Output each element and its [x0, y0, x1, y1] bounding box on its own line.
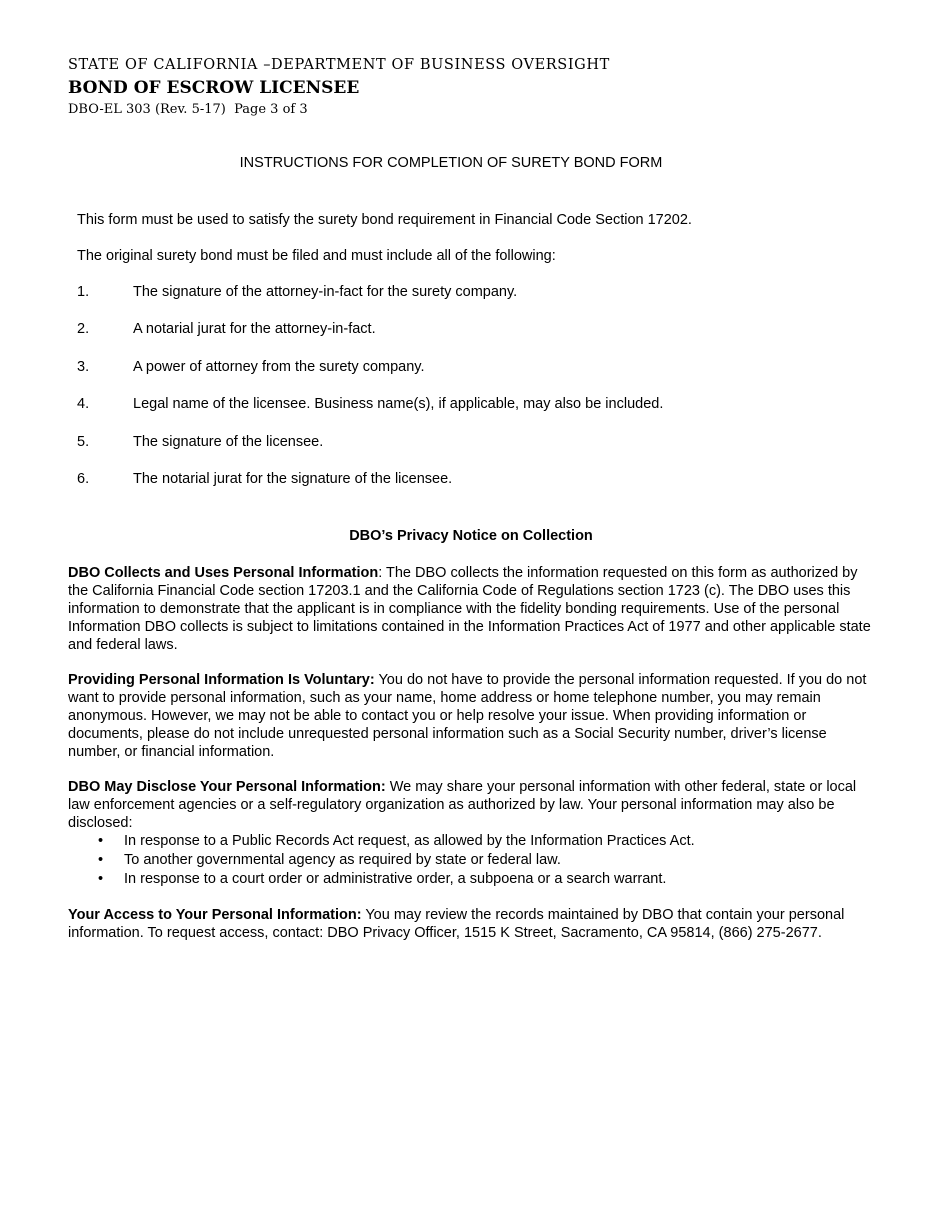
bullet-icon: • — [98, 833, 104, 849]
list-item-text: A notarial jurat for the attorney-in-fact. — [133, 321, 376, 337]
instructions-title: INSTRUCTIONS FOR COMPLETION OF SURETY BOND FORM — [239, 155, 663, 171]
privacy-access-paragraph — [68, 906, 880, 942]
privacy-disclose-body: We may share your personal information with other federal, state or local law enforcement agencies or a self-regulatory organization as authorized by law. Your personal information may also be disclosed: — [68, 779, 857, 831]
list-item-text: The signature of the licensee. — [133, 434, 324, 450]
privacy-notice-title: DBO’s Privacy Notice on Collection — [349, 528, 593, 544]
list-item — [68, 832, 880, 851]
list-item-text: To another governmental agency as required by state or federal law. — [124, 852, 561, 868]
list-item-number: 1. — [77, 284, 90, 300]
list-item-number: 6. — [77, 471, 90, 487]
list-item-text: The notarial jurat for the signature of the licensee. — [133, 471, 453, 487]
list-item-text: A power of attorney from the surety company. — [133, 359, 425, 375]
list-item-text: In response to a Public Records Act request, as allowed by the Information Practices Act. — [124, 833, 695, 849]
privacy-collects-heading: DBO Collects and Uses Personal Information — [68, 565, 379, 581]
form-title: BOND OF ESCROW LICENSEE — [68, 78, 360, 98]
list-item-text: Legal name of the licensee. Business name(s), if applicable, may also be included. — [133, 396, 664, 412]
disclosure-list — [68, 832, 880, 889]
privacy-voluntary-paragraph — [68, 671, 880, 761]
list-item — [68, 870, 880, 889]
privacy-voluntary-heading: Providing Personal Information Is Voluntary: — [68, 672, 375, 688]
instructions-intro-1: This form must be used to satisfy the surety bond requirement in Financial Code Section 17202. — [77, 212, 692, 228]
privacy-collects-paragraph — [68, 564, 880, 654]
list-item-text: The signature of the attorney-in-fact for the surety company. — [133, 284, 518, 300]
agency-header: STATE OF CALIFORNIA –DEPARTMENT OF BUSINESS OVERSIGHT — [68, 57, 610, 73]
list-item-number: 5. — [77, 434, 90, 450]
bullet-icon: • — [98, 852, 104, 868]
privacy-disclose-paragraph — [68, 778, 880, 889]
privacy-access-heading: Your Access to Your Personal Information: — [68, 907, 362, 923]
list-item-number: 2. — [77, 321, 90, 337]
privacy-access-body: You may review the records maintained by DBO that contain your personal information. To request access, contact: DBO Privacy Officer, 1515 K Street, Sacramento, CA 95814, (866) 275-2677. — [68, 907, 845, 941]
instructions-intro-2: The original surety bond must be filed and must include all of the following: — [77, 248, 556, 264]
bullet-icon: • — [98, 871, 104, 887]
form-number: DBO-EL 303 (Rev. 5-17) Page 3 of 3 — [68, 102, 308, 117]
list-item-number: 3. — [77, 359, 90, 375]
list-item-text: In response to a court order or administrative order, a subpoena or a search warrant. — [124, 871, 667, 887]
privacy-voluntary-body: You do not have to provide the personal information requested. If you do not want to provide personal information, such as your name, home address or home telephone number, you may remain anonymous. However, we may not be able to contact you or help resolve your issue. When providing information or documents, please do not include unrequested personal information such as a Social Security number, driver’s license number, or financial information. — [68, 672, 867, 760]
list-item — [68, 851, 880, 870]
list-item-number: 4. — [77, 396, 90, 412]
privacy-disclose-heading: DBO May Disclose Your Personal Information: — [68, 779, 386, 795]
privacy-collects-body: : The DBO collects the information requested on this form as authorized by the California Financial Code section 17203.1 and the California Code of Regulations section 1723 (c). The DBO uses this information to demonstrate that the applicant is in compliance with the fidelity bonding requirements. Use of the personal Information DBO collects is subject to limitations contained in the Information Practices Act of 1977 and other applicable state and federal laws. — [68, 565, 871, 653]
